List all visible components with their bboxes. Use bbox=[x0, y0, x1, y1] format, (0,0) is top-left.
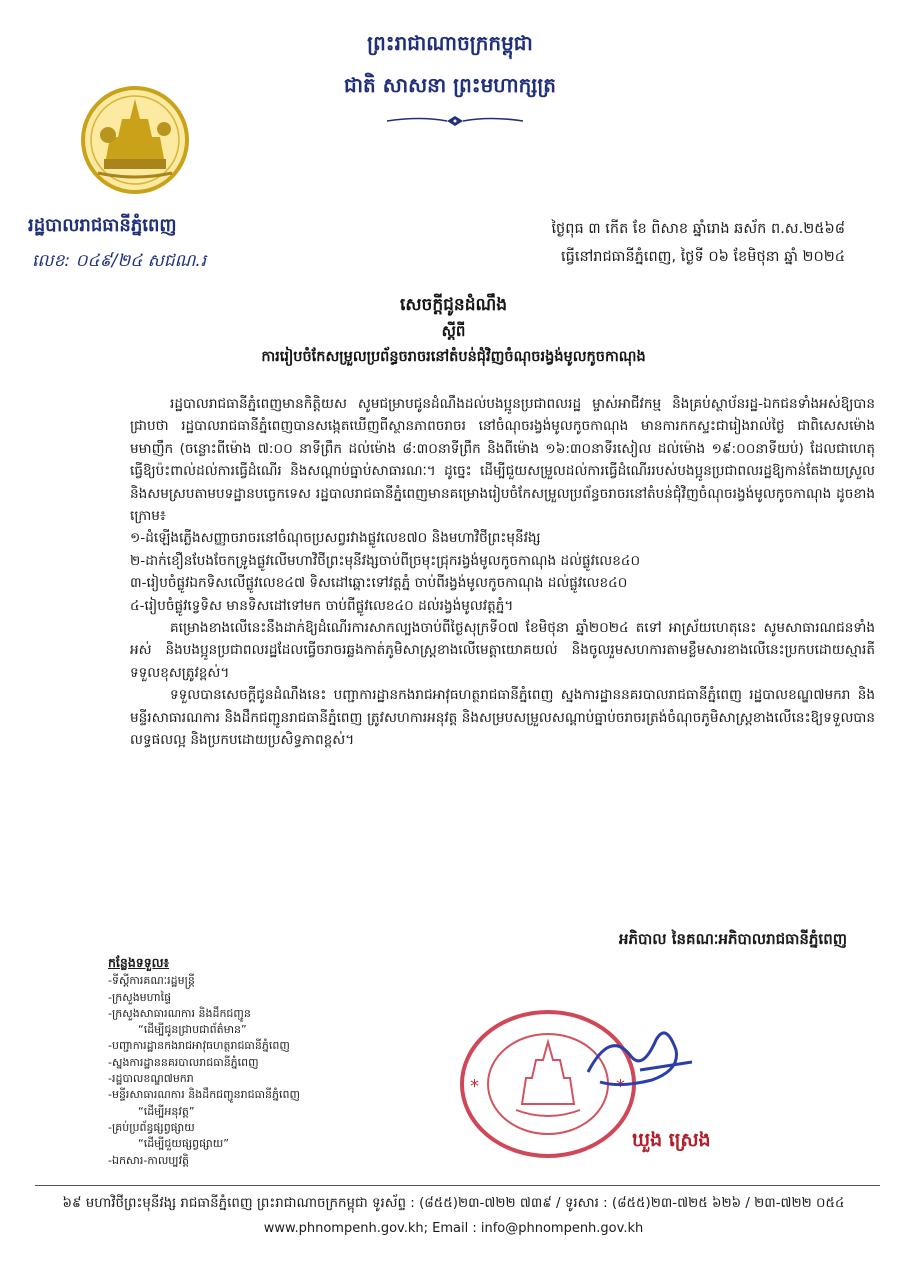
recipient-item: -មន្ទីរសាធារណការ និងដឹកជញ្ជូនរាជធានីភ្នំពេញ bbox=[108, 1088, 300, 1102]
reference-number: លេខ: ០៤៩/២៤ សជណ.រ bbox=[32, 251, 207, 271]
solar-date: ធ្វើនៅរាជធានីភ្នំពេញ, ថ្ងៃទី ០៦ ខែមិថុនា ឆ្នាំ ២០២៤ bbox=[561, 249, 845, 265]
body-paragraph-trial: គម្រោងខាងលើនេះនឹងដាក់ឱ្យដំណើរការសាកល្បងចាប់ពីថ្ងៃសុក្រទី០៧ ខែមិថុនា ឆ្នាំ២០២៤ តទៅ អាស្រ័យហេតុនេះ សូមសាធារណជនទាំងអស់ និងបងប្អូនប្រជាពលរដ្ឋដែលធ្វើចរាចរឆ្លងកាត់ភូមិសាស្រ្តខាងលើមេត្តាយោគយល់ និងចូលរួមសហការតាមខ្លឹមសារខាងលើនេះប្រកបដោយស្មារតីទទួលខុសត្រូវខ្ពស់។ bbox=[130, 620, 875, 681]
signer-title: អភិបាល នៃគណៈអភិបាលរាជធានីភ្នំពេញ bbox=[618, 930, 847, 948]
phnom-penh-emblem-logo bbox=[80, 85, 190, 195]
recipient-purpose: “ដើម្បីអនុវត្ត” bbox=[138, 1104, 195, 1118]
recipient-item: -បញ្ជាការដ្ឋានកងរាជអាវុធហត្ថរាជធានីភ្នំពេញ bbox=[108, 1039, 290, 1053]
recipients-block bbox=[108, 955, 408, 1169]
recipient-item: -ឯកសារ-កាលប្បវត្តិ bbox=[108, 1153, 190, 1167]
measure-item-4: ៤-រៀបចំផ្លូវទ្វេទិស មានទិសដៅទៅមក ចាប់ពីផ្លូវលេខ៤០ ដល់រង្វង់មូលវត្តភ្នំ។ bbox=[130, 597, 514, 614]
body-paragraph-intro: រដ្ឋបាលរាជធានីភ្នំពេញមានកិត្តិយស សូមជម្រាបជូនដំណឹងដល់បងប្អូនប្រជាពលរដ្ឋ ម្ចាស់អាជីវកម្ម និងគ្រប់ស្ថាប័នរដ្ឋ-ឯកជនទាំងអស់ឱ្យបានជ្រាបថា រដ្ឋបាលរាជធានីភ្នំពេញបានសង្កេតឃើញពីស្ថានភាពចរាចរ នៅចំណុចរង្វង់មូលកូចកាណុង មានការកកស្ទះជារៀងរាល់ថ្ងៃ ជាពិសេសម៉ោងមមាញឹក (ចន្លោះពីម៉ោង ៧:០០ នាទីព្រឹក ដល់ម៉ោង ៨:៣០នាទីព្រឹក និងពីម៉ោង ១៦:៣០នាទីរសៀល ដល់ម៉ោង ១៩:០០នាទីយប់) ដែលជាហេតុធ្វើឱ្យប៉ះពាល់ដល់ការធ្វើដំណើរ និងសណ្ដាប់ធ្នាប់សាធារណៈ។ ដូច្នេះ ដើម្បីជួយសម្រួលដល់ការធ្វើដំណើររបស់បងប្អូនប្រជាពលរដ្ឋឱ្យកាន់តែងាយស្រួល និងសមស្របតាមបទដ្ឋានបច្ចេកទេស រដ្ឋបាលរាជធានីភ្នំពេញមានគម្រោងរៀបចំកែសម្រួលប្រព័ន្ធចរាចរនៅតំបន់ជុំវិញចំណុចរង្វង់មូលកូចកាណុង ដូចខាងក្រោម៖ bbox=[130, 396, 875, 525]
notice-body bbox=[130, 393, 875, 752]
footer-divider bbox=[35, 1185, 880, 1186]
national-motto: ជាតិ សាសនា ព្រះមហាក្សត្រ bbox=[344, 73, 556, 97]
measures-list bbox=[130, 527, 875, 617]
body-paragraph-cooperation: ទទួលបានសេចក្ដីជូនដំណឹងនេះ បញ្ជាការដ្ឋានកងរាជអាវុធហត្ថរាជធានីភ្នំពេញ ស្នងការដ្ឋាននគរបាលរាជធានីភ្នំពេញ រដ្ឋបាលខណ្ឌ៧មករា និងមន្ទីរសាធារណការ និងដឹកជញ្ជូនរាជធានីភ្នំពេញ ត្រូវសហការអនុវត្ត និងសម្របសម្រួលសណ្ដាប់ធ្នាប់ចរាចរត្រង់ចំណុចភូមិសាស្រ្តខាងលើនេះឱ្យទទួលបានលទ្ធផលល្អ និងប្រកបដោយប្រសិទ្ធភាពខ្ពស់។ bbox=[130, 687, 875, 749]
measure-item-2: ២-ដាក់ខឿនបែងចែកទ្រូងផ្លូវលើមហាវិថីព្រះមុនីវង្សចាប់ពីច្រមុះជ្រុករង្វង់មូលកូចកាណុង ដល់ផ្លូវលេខ៤០ bbox=[130, 552, 641, 569]
document-title: សេចក្ដីជូនដំណឹង bbox=[399, 295, 508, 315]
footer-address: ៦៩ មហាវិថីព្រះមុនីវង្ស រាជធានីភ្នំពេញ ព្រះរាជាណាចក្រកម្ពុជា ទូរស័ព្ទ : (៨៥៥)២៣-៧២២ ៧៣៩ / ទូរសារ : (៨៥៥)២៣-៧២៥ ៦២៦ / ២៣-៧២២ ០៥៤ bbox=[62, 1196, 845, 1211]
svg-text:*: * bbox=[470, 1076, 479, 1097]
recipients-list bbox=[108, 973, 408, 1169]
recipient-purpose: “ដើម្បីជួយផ្សព្វផ្សាយ” bbox=[138, 1137, 229, 1151]
document-subject: ការរៀបចំកែសម្រួលប្រព័ន្ធចរាចរនៅតំបន់ជុំវិញចំណុចរង្វង់មូលកូចកាណុង bbox=[261, 349, 646, 365]
kingdom-heading: ព្រះរាជាណាចក្រកម្ពុជា bbox=[367, 31, 533, 55]
recipients-heading: កន្លែងទទួល៖ bbox=[108, 955, 170, 970]
signer-name: ឃួង ស្រេង bbox=[632, 1129, 711, 1151]
recipient-item: -ក្រសួងសាធារណការ និងដឹកជញ្ជូន bbox=[108, 1006, 251, 1020]
recipient-item: -ស្នងការដ្ឋាននគរបាលរាជធានីភ្នំពេញ bbox=[108, 1055, 259, 1069]
handwritten-signature bbox=[580, 1010, 700, 1100]
recipient-item: -គ្រប់ប្រព័ន្ធផ្សព្វផ្សាយ bbox=[108, 1120, 195, 1134]
ornament-flourish bbox=[385, 114, 525, 128]
recipient-item: -ទីស្ដីការគណៈរដ្ឋមន្ត្រី bbox=[108, 974, 195, 988]
lunar-date: ថ្ងៃពុធ ៣ កើត ខែ ពិសាខ ឆ្នាំរោង ឆស័ក ព.ស.២៥៦៨ bbox=[551, 221, 845, 237]
title-connector: ស្ដីពី bbox=[441, 322, 466, 340]
svg-text:*: * bbox=[616, 1076, 625, 1097]
measure-item-3: ៣-រៀបចំផ្លូវឯកទិសលើផ្លូវលេខ៤៧ ទិសដៅឆ្ពោះទៅវត្តភ្នំ ចាប់ពីរង្វង់មូលកូចកាណុង ដល់ផ្លូវលេខ៤០ bbox=[130, 575, 628, 592]
recipient-item: -រដ្ឋបាលខណ្ឌ៧មករា bbox=[108, 1072, 194, 1086]
footer-contact: www.phnompenh.gov.kh; Email : info@phnompenh.gov.kh bbox=[263, 1221, 644, 1236]
measure-item-1: ១-ដំឡើងភ្លើងសញ្ញាចរាចរនៅចំណុចប្រសព្វរវាងផ្លូវលេខ៧០ និងមហាវិថីព្រះមុនីវង្ស bbox=[130, 530, 541, 547]
issuing-agency: រដ្ឋបាលរាជធានីភ្នំពេញ bbox=[28, 215, 177, 236]
recipient-item: -ក្រសួងមហាផ្ទៃ bbox=[108, 990, 172, 1004]
recipient-purpose: “ដើម្បីជូនជ្រាបជាព័ត៌មាន” bbox=[138, 1023, 247, 1037]
